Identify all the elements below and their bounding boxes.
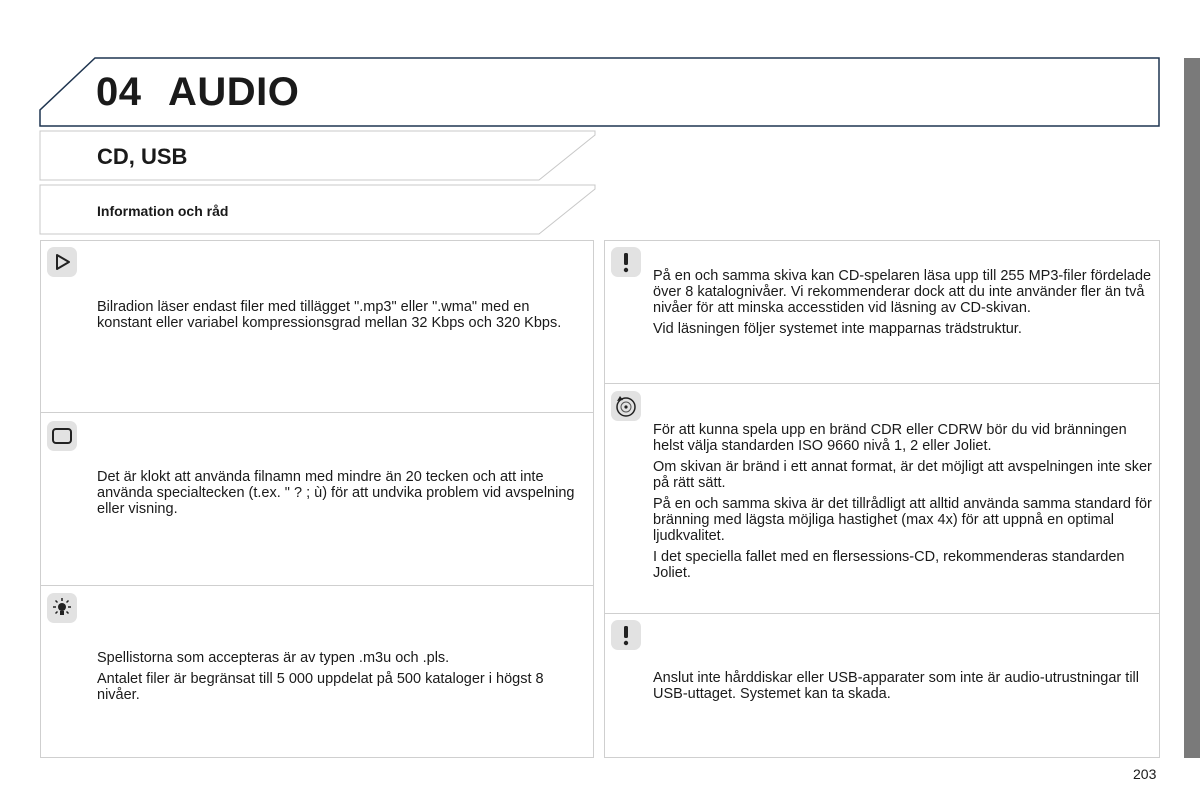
paragraph: Anslut inte hårddiskar eller USB-apparater som inte är audio-utrustningar till USB-uttaget. Systemet kan ta skada. <box>653 670 1139 702</box>
lightbulb-icon <box>47 593 77 623</box>
info-text <box>653 670 1153 707</box>
paragraph: Spellistorna som accepteras är av typen .m3u och .pls. <box>97 650 450 666</box>
paragraph: Bilradion läser endast filer med tillägget ".mp3" eller ".wma" med en konstant eller variabel kompressionsgrad mellan 32 Kbps och 320 Kbps. <box>97 299 562 331</box>
info-box-file-format <box>40 240 594 413</box>
info-text <box>97 469 587 522</box>
section-title: CD, USB <box>97 144 188 169</box>
info-text <box>653 268 1153 342</box>
chapter-side-tab <box>1184 58 1200 758</box>
paragraph: Vid läsningen följer systemet inte mapparnas trädstruktur. <box>653 321 1022 337</box>
warning-exclamation-icon <box>611 620 641 650</box>
warning-exclamation-icon <box>611 247 641 277</box>
recycle-disc-icon <box>611 391 641 421</box>
section-subtitle: Information och råd <box>97 203 229 219</box>
paragraph: För att kunna spela upp en bränd CDR eller CDRW bör du vid bränningen helst välja standarden ISO 9660 nivå 1, 2 eller Joliet. <box>653 422 1127 454</box>
warning-box-mp3-limits <box>604 240 1160 384</box>
info-text <box>653 422 1153 586</box>
play-triangle-icon <box>47 247 77 277</box>
info-box-playlists <box>40 585 594 758</box>
paragraph: I det speciella fallet med en flersessions-CD, rekommenderas standarden Joliet. <box>653 549 1125 581</box>
paragraph: Det är klokt att använda filnamn med mindre än 20 tecken och att inte använda specialtecken (t.ex. " ? ; ù) för att undvika problem vid avspelning eller visning. <box>97 469 575 517</box>
paragraph: Om skivan är bränd i ett annat format, är det möjligt att avspelningen inte sker på rätt sätt. <box>653 459 1152 491</box>
screen-icon <box>47 421 77 451</box>
paragraph: På en och samma skiva kan CD-spelaren läsa upp till 255 MP3-filer fördelade över 8 katalognivåer. Vi rekommenderar dock att du inte använder fler än två nivåer för att minska accesstiden vid läsning av CD-skivan. <box>653 268 1152 316</box>
chapter-number: 04 <box>96 70 142 114</box>
chapter-title: AUDIO <box>168 70 300 114</box>
info-text <box>97 650 587 708</box>
warning-box-usb <box>604 613 1160 758</box>
page-number: 203 <box>1133 766 1157 782</box>
info-text <box>97 299 587 336</box>
info-box-burned-cd <box>604 383 1160 614</box>
info-box-filenames <box>40 412 594 586</box>
paragraph: På en och samma skiva är det tillrådligt att alltid använda samma standard för bränning med lägsta möjliga hastighet (max 4x) för att uppnå en optimal ljudkvalitet. <box>653 496 1152 544</box>
paragraph: Antalet filer är begränsat till 5 000 uppdelat på 500 kataloger i högst 8 nivåer. <box>97 671 544 703</box>
